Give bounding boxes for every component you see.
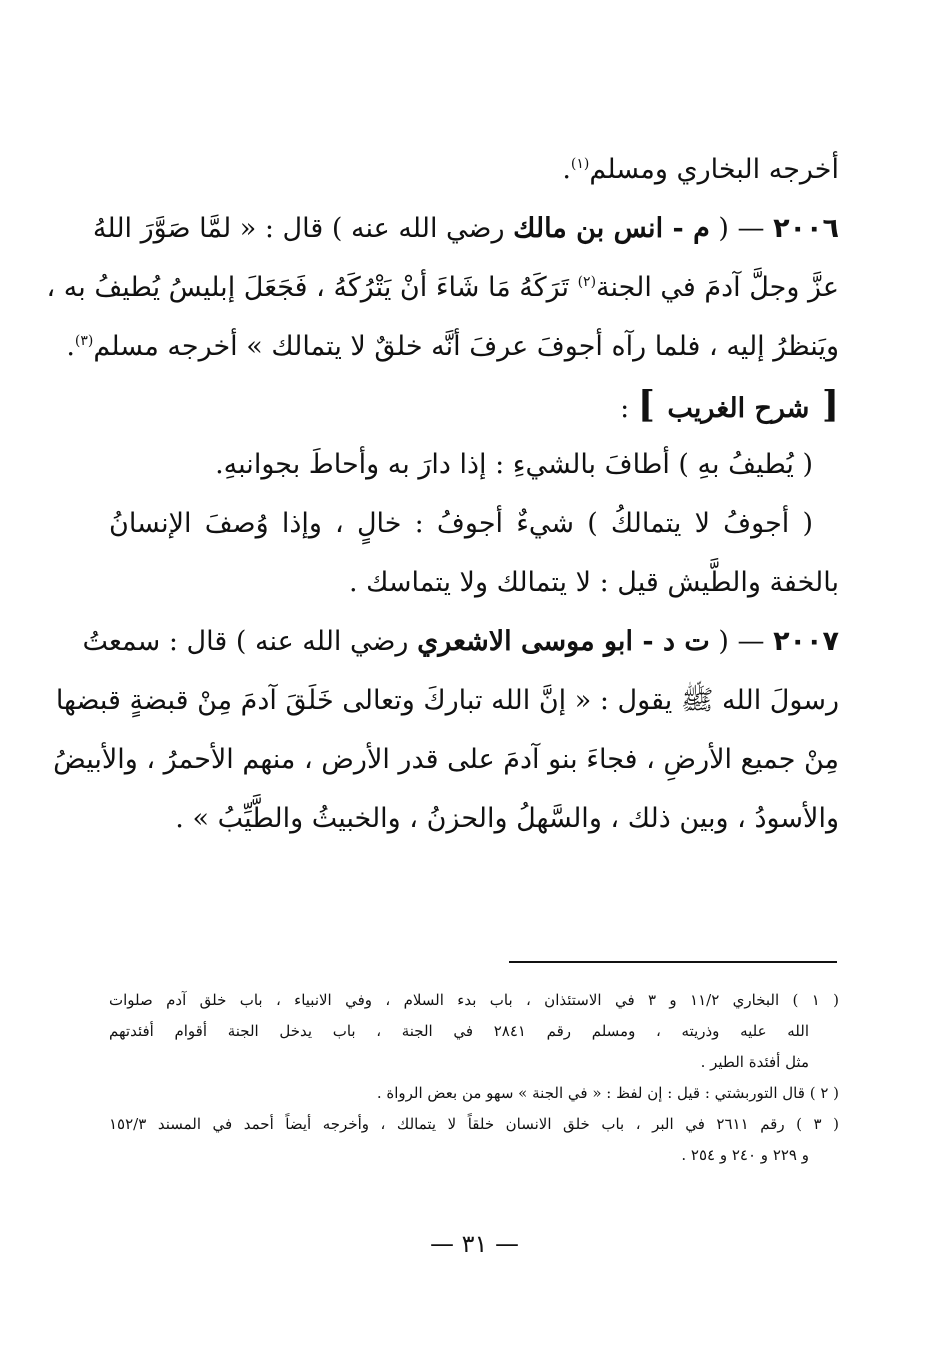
hadith-number-2006: ٢٠٠٦ — [773, 213, 839, 244]
line-text: تَرَكَهُ مَا شَاءَ أنْ يَتْرُكَهُ ، فَجَعَلَ إبليسُ يُطيفُ به ، — [46, 272, 578, 303]
gharib-colon: : — [620, 393, 638, 424]
main-text — [46, 140, 839, 848]
gharib-title: شرح الغريب — [667, 393, 810, 424]
line-text: مِنْ جميع الأرضِ ، فجاءَ بنو آدمَ على قدر الأرض ، منهم الأحمرُ ، والأبيضُ — [53, 744, 839, 775]
hadith-number-2007: ٢٠٠٧ — [773, 626, 839, 657]
gharib-heading — [109, 376, 839, 435]
footnote-2: ( ٢ ) قال التوربشتي : قيل : إن لفظ : « في الجنة » سهو من بعض الرواة . — [376, 1084, 839, 1102]
line-text: رسولَ الله ﷺ يقول : « إنَّ الله تباركَ وتعالى خَلَقَ آدمَ مِنْ قبضةٍ قبضها — [55, 685, 839, 716]
text-line-12 — [109, 789, 839, 848]
text-line-11 — [53, 730, 839, 789]
line-text: والأسودُ ، وبين ذلك ، والسَّهلُ والحزنُ ، والخبيثُ والطَّيِّبُ » . — [175, 803, 839, 834]
line-text: ( أجوفُ لا يتمالكُ ) شيءٌ أجوفُ : خالٍ ، وإذا وُصفَ الإنسانُ — [109, 508, 813, 539]
line-text: بالخفة والطَّيش قيل : لا يتمالك ولا يتماسك . — [348, 567, 839, 598]
hadith-dash: — ( — [709, 213, 774, 244]
footnote-1-continued: الله عليه وذريته ، ومسلم رقم ٢٨٤١ في الجنة ، باب يدخل الجنة أقوام أفئدتهم — [109, 1022, 809, 1040]
hadith-dash: — ( — [709, 626, 774, 657]
hadith-opening: رضي الله عنه ) قال : « لمَّا صَوَّرَ اللهُ — [92, 213, 514, 244]
hadith-source: ت د - ابو موسى الاشعري — [417, 626, 710, 657]
bracket-close: ] — [637, 384, 668, 426]
footnotes — [109, 985, 839, 1171]
footnote-reference-1[interactable]: (١) — [570, 156, 590, 172]
line-end: . — [66, 331, 75, 362]
footnote-1: ( ١ ) البخاري ١١/٢ و ٣ في الاستئذان ، باب بدء السلام ، وفي الانبياء ، باب خلق آدم صلوات — [109, 991, 840, 1009]
text-line-4 — [66, 317, 839, 376]
text-line-6 — [109, 435, 839, 494]
footnote-1-end: مثل أفئدة الطير . — [700, 1053, 809, 1071]
footnote-3: ( ٣ ) رقم ٢٦١١ في البر ، باب خلق الانسان خلقاً لا يتمالك ، وأخرجه أيضاً أحمد في المسند ١٥٢/٣ — [109, 1115, 839, 1133]
line-text: ويَنظرُ إليه ، فلما رآه أجوفَ عرفَ أنَّه خلقٌ لا يتمالك » أخرجه مسلم — [93, 331, 839, 362]
page-number: — ٣١ — — [429, 1230, 520, 1258]
footnote-reference-3[interactable]: (٣) — [74, 333, 94, 349]
text-line-3 — [46, 258, 839, 317]
text-line-8 — [109, 553, 839, 612]
footnote-3-continued: و ٢٢٩ و ٢٤٠ و ٢٥٤ . — [681, 1146, 809, 1164]
text-line-10 — [55, 671, 839, 730]
line-text: أخرجه البخاري ومسلم — [589, 154, 839, 185]
line-text: عزَّ وجلَّ آدمَ في الجنة — [596, 272, 839, 303]
hadith-2007-heading — [82, 612, 839, 671]
line-text: ( يُطيفُ بهِ ) أطافَ بالشيءِ : إذا دارَ به وأحاطَ بجوانبهِ. — [215, 449, 813, 480]
text-line-1 — [109, 140, 839, 199]
text-line-7 — [109, 494, 839, 553]
hadith-2006-heading — [92, 199, 839, 258]
bracket-open: [ — [809, 384, 839, 426]
hadith-source: م - انس بن مالك — [513, 213, 710, 244]
hadith-opening: رضي الله عنه ) قال : سمعتُ — [82, 626, 418, 657]
line-end: . — [562, 154, 571, 185]
footnote-reference-2[interactable]: (٢) — [577, 274, 597, 290]
footnote-divider — [509, 961, 837, 963]
